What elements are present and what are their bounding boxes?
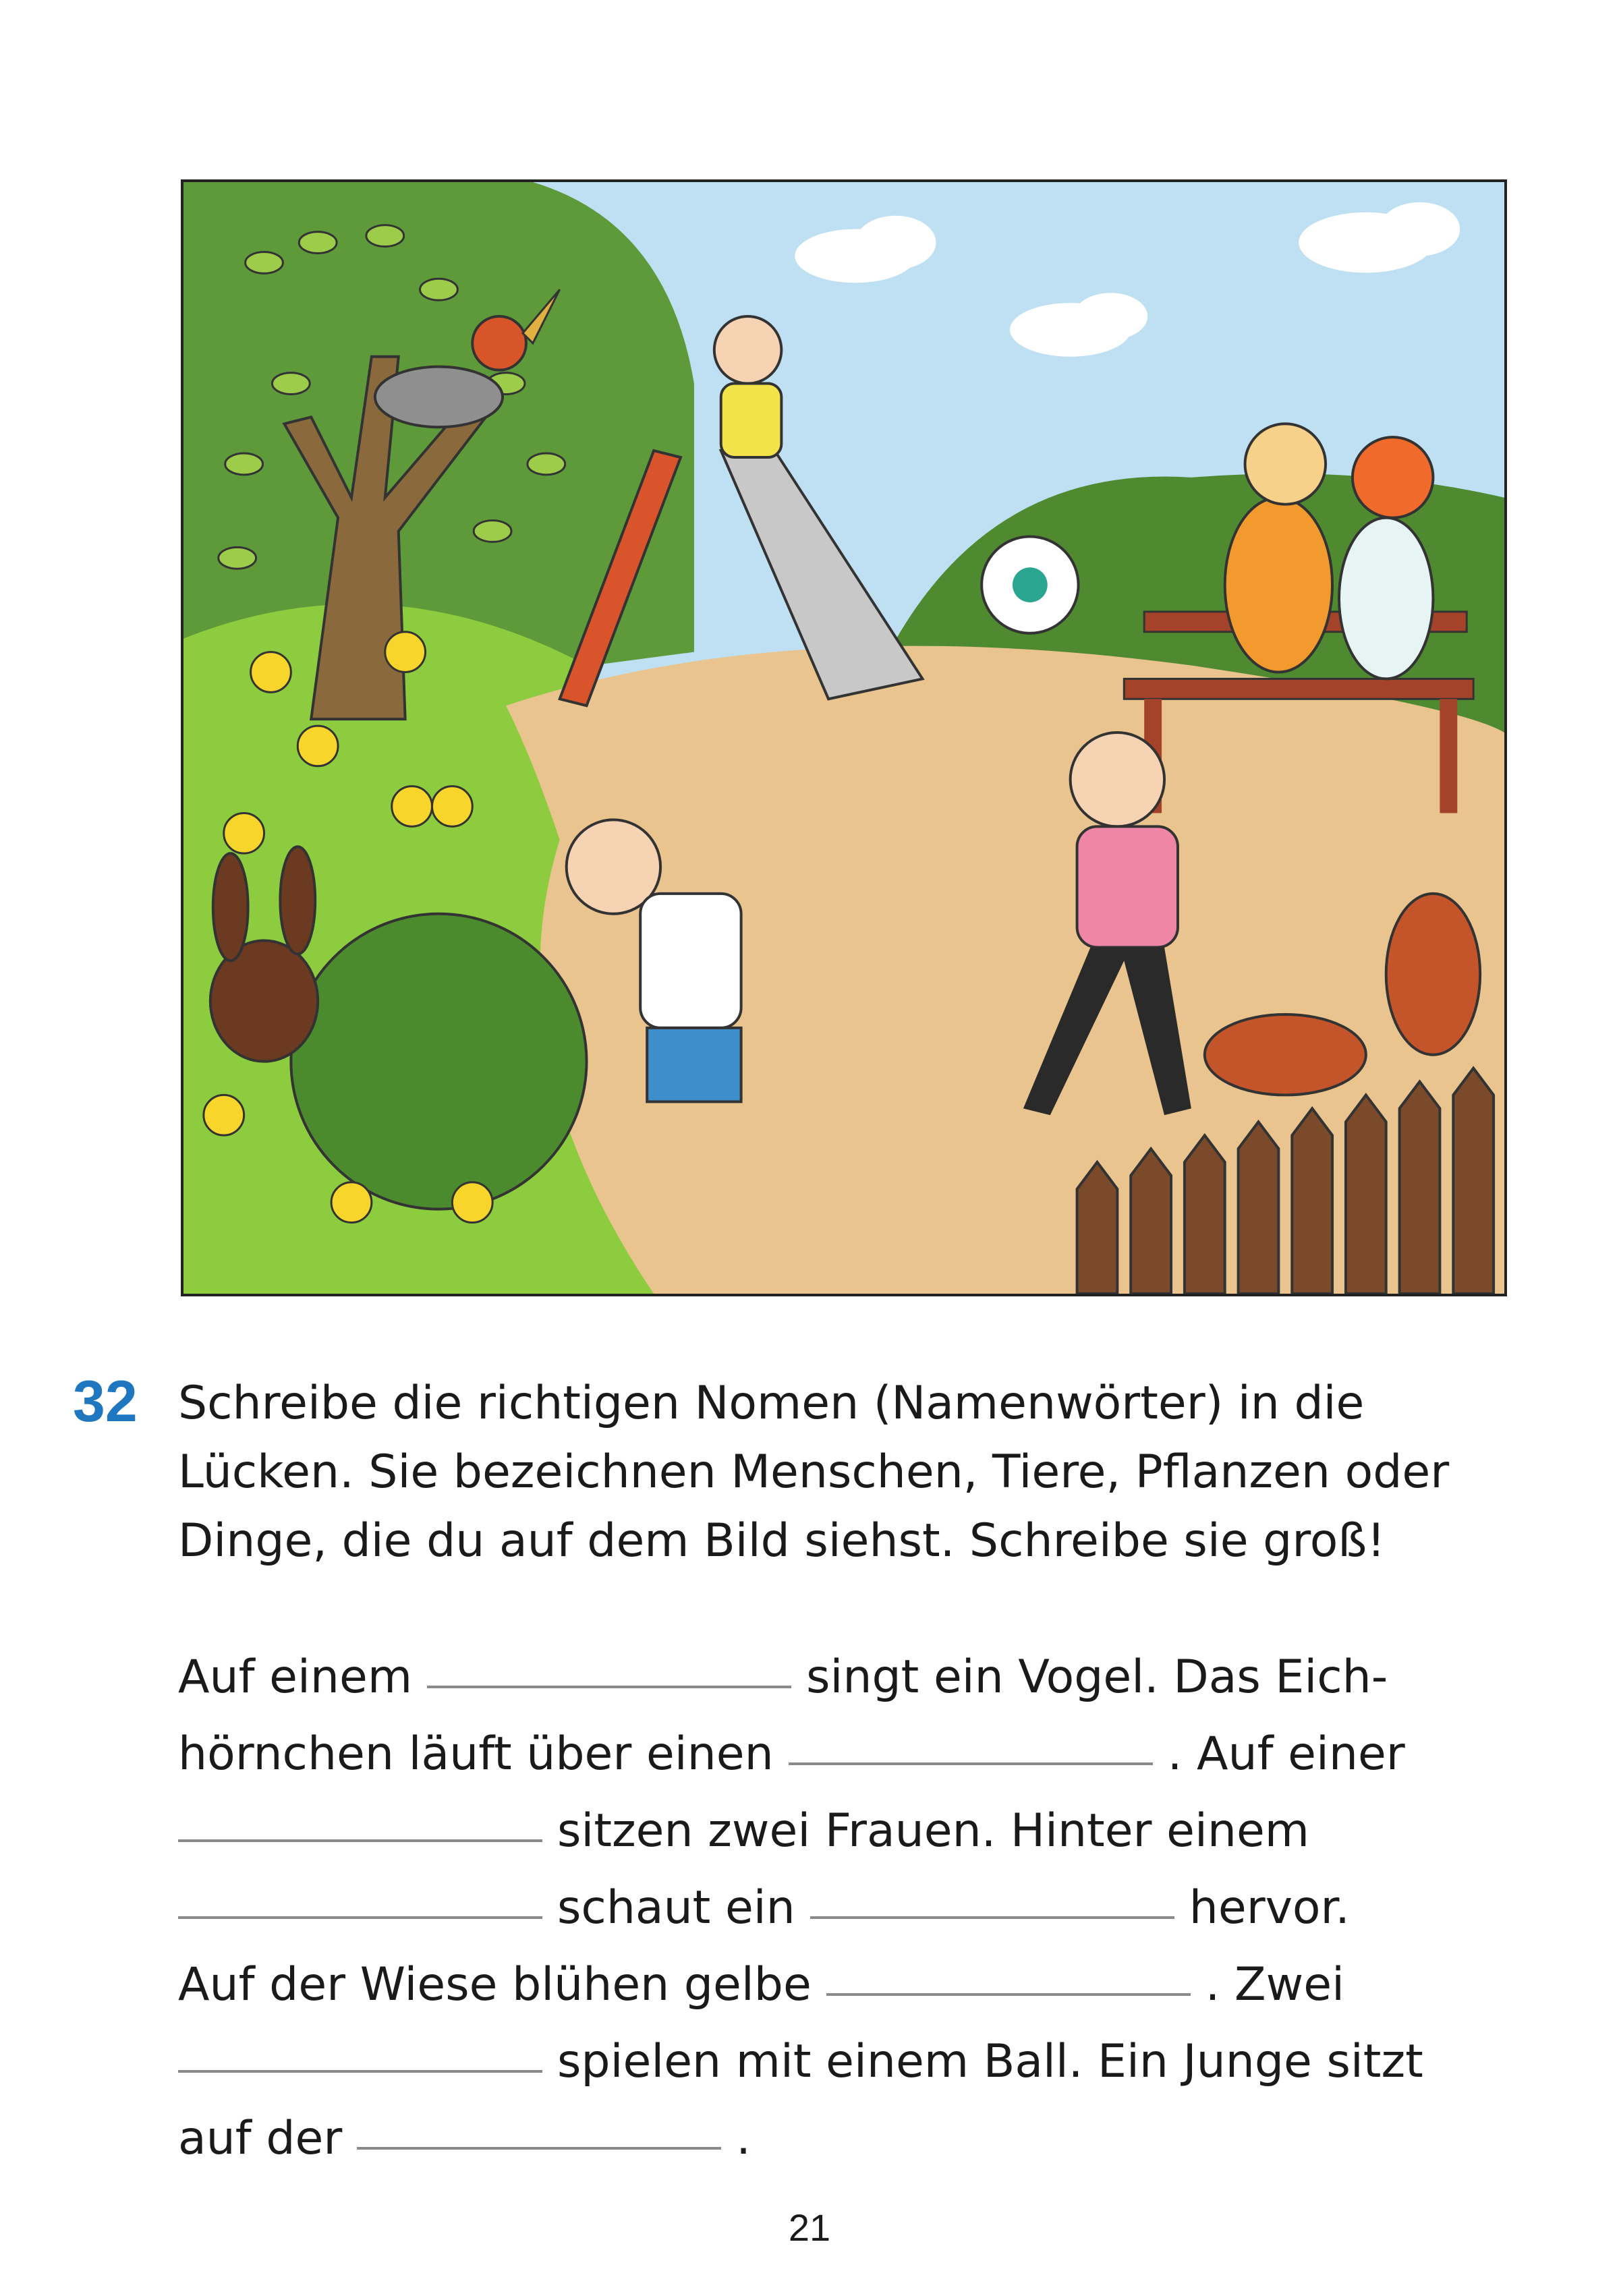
- instruction-line: Schreibe die richtigen Nomen (Namenwörter) in die: [178, 1377, 1365, 1430]
- cloze-text-part: spielen mit einem Ball. Ein Junge sitzt: [557, 2035, 1423, 2088]
- answer-gap-bench[interactable]: [178, 1839, 542, 1842]
- cloze-text-part: auf der: [178, 2112, 343, 2165]
- exercise-instruction: [178, 1369, 1514, 1576]
- cloze-line: [178, 1793, 1460, 1870]
- park-illustration: [181, 179, 1507, 1296]
- cloze-text-part: Auf einem: [178, 1651, 413, 1704]
- page-number: 21: [788, 2206, 831, 2249]
- cloze-line: [178, 2100, 1460, 2177]
- cloze-text: [178, 1639, 1460, 2177]
- cloze-line: [178, 1716, 1460, 1793]
- park-scene-image: [183, 182, 1504, 1294]
- cloze-text-part: sitzen zwei Frauen. Hinter einem: [557, 1804, 1310, 1858]
- cloze-text-part: hörnchen läuft über einen: [178, 1727, 774, 1781]
- answer-gap-slide[interactable]: [357, 2147, 721, 2150]
- answer-gap-children[interactable]: [178, 2070, 542, 2073]
- answer-gap-bush[interactable]: [178, 1916, 542, 1919]
- cloze-line: [178, 1639, 1460, 1716]
- cloze-text-part: hervor.: [1189, 1881, 1350, 1934]
- cloze-text-part: .: [736, 2112, 751, 2165]
- answer-gap-tree[interactable]: [427, 1686, 791, 1688]
- cloze-text-part: Auf der Wiese blühen gelbe: [178, 1958, 812, 2011]
- cloze-line: [178, 1870, 1460, 1947]
- cloze-text-part: . Auf einer: [1167, 1727, 1405, 1781]
- bush: [291, 914, 586, 1209]
- cloze-text-part: singt ein Vogel. Das Eich-: [806, 1651, 1388, 1704]
- cloze-line: [178, 2024, 1460, 2100]
- instruction-line: Lücken. Sie bezeichnen Menschen, Tiere, Pflanzen oder: [178, 1445, 1450, 1499]
- answer-gap-flowers[interactable]: [826, 1993, 1191, 1996]
- answer-gap-fence[interactable]: [789, 1762, 1153, 1765]
- instruction-line: Dinge, die du auf dem Bild siehst. Schreibe sie groß!: [178, 1514, 1386, 1568]
- exercise-number: 32: [73, 1369, 138, 1434]
- cloze-text-part: . Zwei: [1205, 1958, 1344, 2011]
- answer-gap-rabbit[interactable]: [810, 1916, 1174, 1919]
- cloze-line: [178, 1947, 1460, 2024]
- cloze-text-part: schaut ein: [557, 1881, 795, 1934]
- boy-on-slide: [714, 316, 782, 457]
